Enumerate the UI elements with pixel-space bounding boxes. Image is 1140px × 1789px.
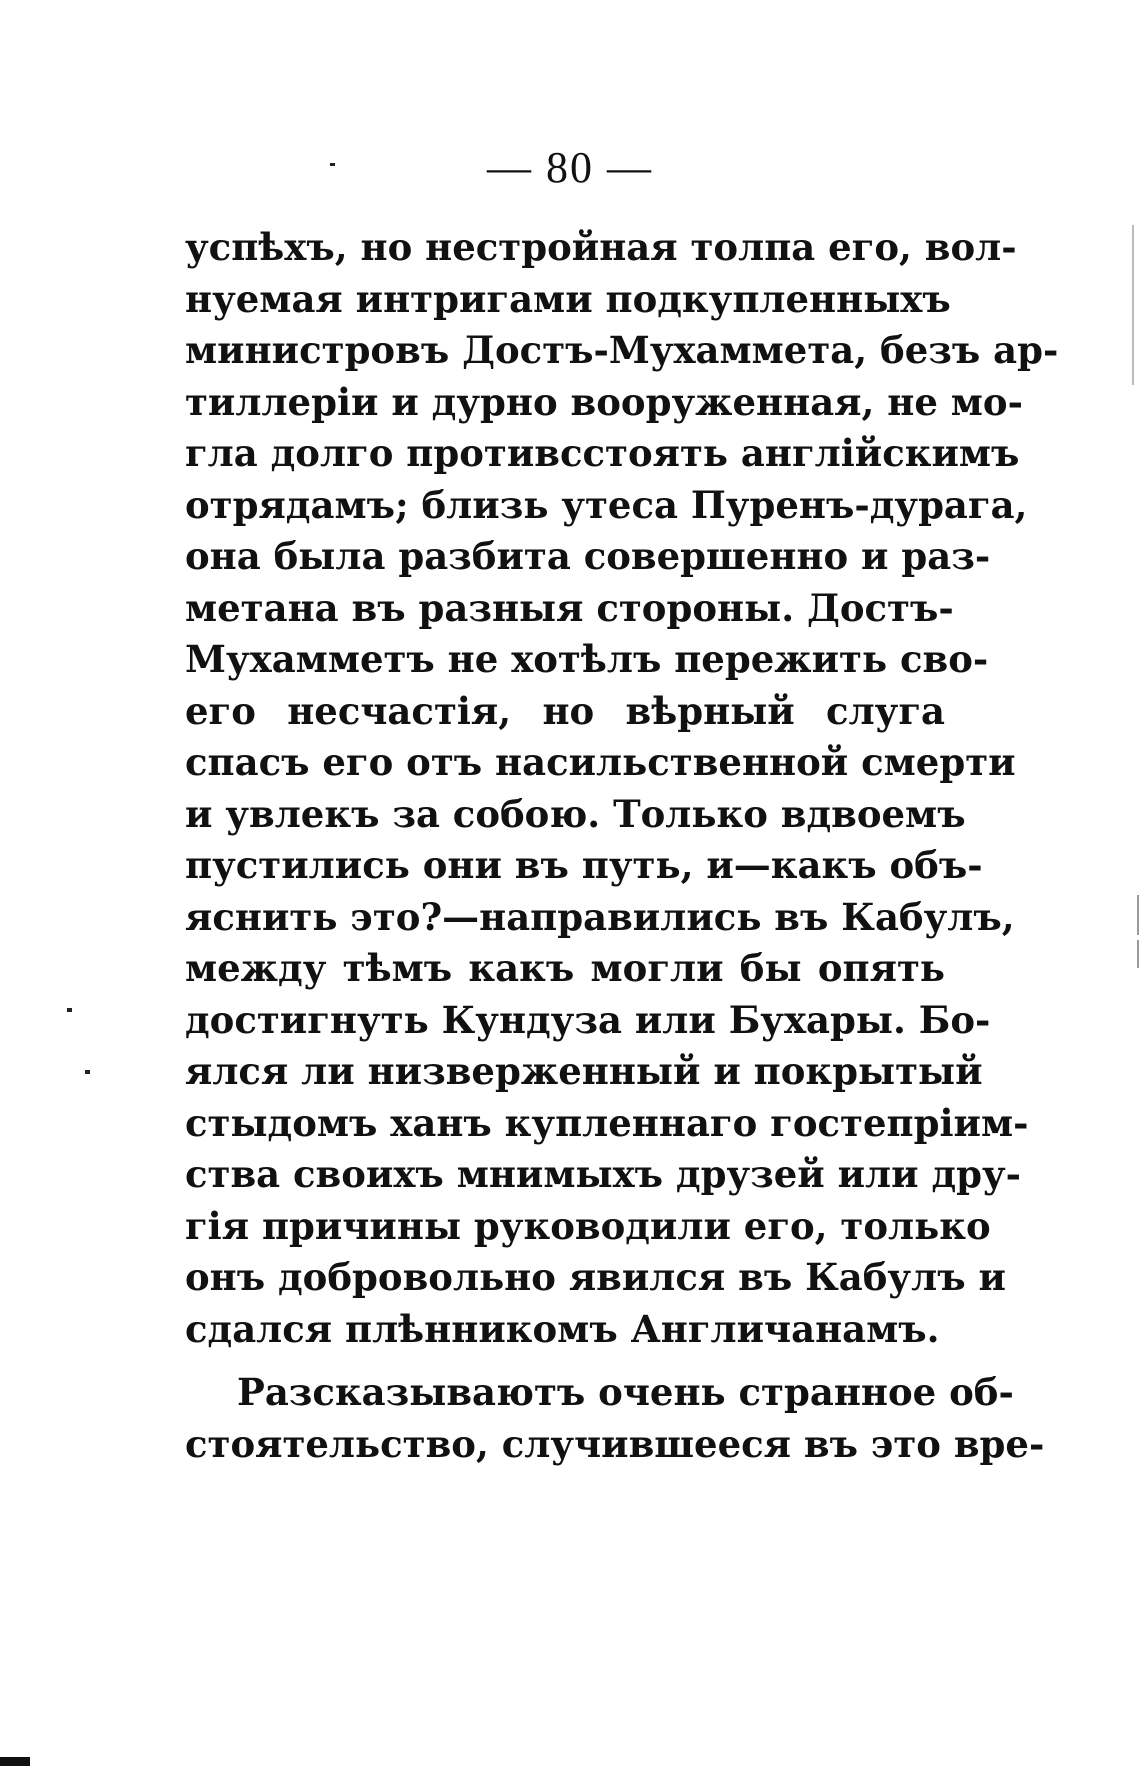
- text-line: ства своихъ мнимыхъ друзей или дру-: [185, 1152, 1022, 1196]
- paragraph-2: [185, 1367, 1045, 1470]
- text-line: и увлекъ за собою. Только вдвоемъ: [185, 791, 966, 836]
- text-line: успѣхъ, но нестройная толпа его, вол-: [185, 225, 1017, 269]
- text-line: сдался плѣнникомъ Англичанамъ.: [185, 1306, 940, 1351]
- scan-speck: [330, 163, 335, 166]
- text-line: стыдомъ ханъ купленнаго гостепріим-: [185, 1100, 1029, 1145]
- scan-edge-mark: [1132, 225, 1134, 385]
- text-line: отрядамъ; близь утеса Пуренъ-дурага,: [185, 482, 1028, 527]
- text-line: она была разбита совершенно и раз-: [185, 534, 991, 578]
- text-line: метана въ разныя стороны. Достъ-: [185, 585, 954, 630]
- text-line: ялся ли низверженный и покрытый: [185, 1049, 983, 1093]
- text-line: спасъ его отъ насильственной смерти: [185, 740, 1016, 784]
- text-line: достигнуть Кундуза или Бухары. Бо-: [185, 997, 991, 1042]
- page-number: — 80 —: [487, 143, 653, 192]
- text-line: пустились они въ путь, и—какъ объ-: [185, 843, 983, 887]
- text-line: между тѣмъ какъ могли бы опять: [185, 946, 945, 990]
- text-line: нуемая интригами подкупленныхъ: [185, 276, 951, 321]
- paragraph-1: [185, 222, 1059, 1355]
- text-line: министровъ Достъ-Мухаммета, безъ ар-: [185, 328, 1059, 372]
- scan-edge-mark: [1137, 895, 1139, 935]
- scan-corner-mark: [0, 1757, 30, 1766]
- text-block: [185, 222, 1059, 1470]
- text-line: стоятельство, случившееся въ это вре-: [185, 1421, 1045, 1466]
- scan-edge-mark: [1137, 940, 1139, 968]
- scan-speck: [85, 1070, 90, 1074]
- text-line: его несчастія, но вѣрный слуга: [185, 688, 945, 733]
- text-line: Мухамметъ не хотѣлъ пережить сво-: [185, 637, 989, 681]
- text-line: гія причины руководили его, только: [185, 1203, 991, 1248]
- text-line: яснить это?—направились въ Кабулъ,: [185, 894, 1015, 939]
- scan-speck: [67, 1008, 72, 1012]
- text-line: онъ добровольно явился въ Кабулъ и: [185, 1255, 1006, 1299]
- text-line: тиллеріи и дурно вооруженная, не мо-: [185, 379, 1023, 424]
- text-line: гла долго противсстоять англійскимъ: [185, 431, 1020, 475]
- text-line: Разсказываютъ очень странное об-: [237, 1370, 1014, 1414]
